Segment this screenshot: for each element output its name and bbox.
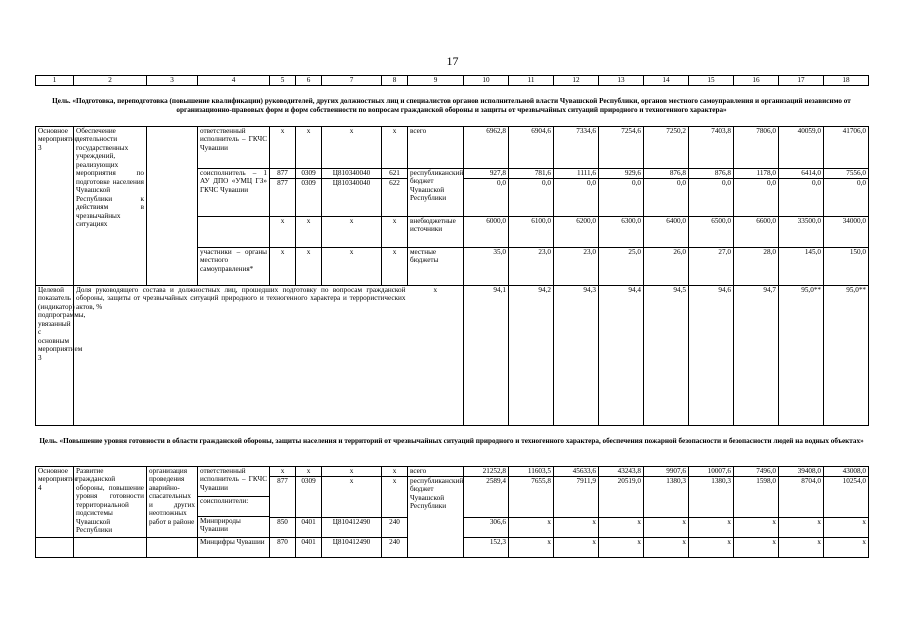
cell: 1380,3 (644, 477, 689, 518)
cell: 1178,0 (734, 169, 779, 179)
column-number-header: 16 (734, 76, 779, 86)
column-number-header: 5 (270, 76, 296, 86)
cell: 23,0 (509, 248, 554, 286)
cell: 39408,0 (779, 467, 824, 477)
cell: 0,0 (689, 179, 734, 217)
cell: 7334,6 (554, 127, 599, 169)
cell: 0401 (296, 538, 322, 558)
cell: 0,0 (464, 179, 509, 217)
cell: x (599, 518, 644, 538)
column-number-header: 11 (509, 76, 554, 86)
cell: 6100,0 (509, 217, 554, 248)
indicator-text: Доля руководящего состава и должностных лиц, прошедших подготовку по вопросам гражданской обороны, защиты от чрезвычайных ситуаций природного и техногенного характера и террористических актов, % (74, 286, 408, 426)
cell: x (296, 217, 322, 248)
funding-source: местные бюджеты (408, 248, 464, 286)
cell: 8704,0 (779, 477, 824, 518)
cell: x (599, 538, 644, 558)
cell: x (734, 518, 779, 538)
cell: x (322, 127, 382, 169)
funding-source: всего (408, 127, 464, 169)
measure-description: Обеспечение деятельности государственных учреждений, реализующих мероприятия по подготовке населения Чувашской Республики к действиям в чрезвычайных ситуациях (74, 127, 147, 286)
executor: соисполнители: (198, 497, 270, 517)
executor: ответственный исполнитель – ГКЧС Чувашии (198, 467, 270, 497)
table-row (36, 127, 869, 169)
cell: 0309 (296, 169, 322, 179)
cell: Ц810340040 (322, 179, 382, 217)
measure-title: Основное мероприятие 4 (36, 467, 74, 538)
cell: 0,0 (554, 179, 599, 217)
cell: x (296, 467, 322, 477)
cell: 9907,6 (644, 467, 689, 477)
cell: 11603,5 (509, 467, 554, 477)
cell: 6600,0 (734, 217, 779, 248)
cell: Ц810340040 (322, 169, 382, 179)
cell: x (382, 217, 408, 248)
cell: 26,0 (644, 248, 689, 286)
header-row (36, 76, 869, 86)
header-table (35, 75, 869, 86)
cell: 240 (382, 518, 408, 538)
cell: x (779, 538, 824, 558)
cell: x (824, 538, 869, 558)
cell: x (270, 467, 296, 477)
cell: 0309 (296, 477, 322, 518)
cell: 306,6 (464, 518, 509, 538)
cell: 6300,0 (599, 217, 644, 248)
cell: 7254,6 (599, 127, 644, 169)
cell: 94,2 (509, 286, 554, 426)
cell: 6500,0 (689, 217, 734, 248)
cell: 1111,6 (554, 169, 599, 179)
column-number-header: 13 (599, 76, 644, 86)
cell: 34000,0 (824, 217, 869, 248)
cell: 41706,0 (824, 127, 869, 169)
cell: Ц810412490 (322, 538, 382, 558)
cell: 94,6 (689, 286, 734, 426)
measure-description: Развитие гражданской обороны, повышение уровня готовности территориальной подсистемы Чувашской Республики (74, 467, 147, 538)
cell: 35,0 (464, 248, 509, 286)
cell: x (644, 518, 689, 538)
cell: 2589,4 (464, 477, 509, 518)
indicator-row (36, 286, 869, 426)
cell: x (554, 538, 599, 558)
column-number-header: 15 (689, 76, 734, 86)
executor: Минприроды Чувашии (198, 517, 270, 538)
cell: 7911,9 (554, 477, 599, 518)
cell: 28,0 (734, 248, 779, 286)
cell: x (734, 538, 779, 558)
measure-title: Основное мероприятие 3 (36, 127, 74, 286)
column-number-header: 4 (198, 76, 270, 86)
cell: x (322, 248, 382, 286)
cell: x (322, 467, 382, 477)
cell: 7806,0 (734, 127, 779, 169)
cell: 40059,0 (779, 127, 824, 169)
cell: 6962,8 (464, 127, 509, 169)
cell: 877 (270, 169, 296, 179)
cell: 25,0 (599, 248, 644, 286)
column-number-header: 1 (36, 76, 74, 86)
cell: 0,0 (824, 179, 869, 217)
cell: x (644, 538, 689, 558)
cell: x (779, 518, 824, 538)
cell: Ц810412490 (322, 518, 382, 538)
empty-cell (74, 538, 147, 558)
executor: соисполнитель – 1 АУ ДПО «УМЦ ГЗ» ГКЧС Чувашии (198, 169, 270, 217)
cell: 7655,8 (509, 477, 554, 518)
column-number-header: 6 (296, 76, 322, 86)
cell: x (382, 477, 408, 518)
cell: 45633,6 (554, 467, 599, 477)
cell: 0309 (296, 179, 322, 217)
cell: 7496,0 (734, 467, 779, 477)
cell: 23,0 (554, 248, 599, 286)
column-number-header: 10 (464, 76, 509, 86)
cell: 0,0 (599, 179, 644, 217)
cell: x (322, 217, 382, 248)
funding-source: республиканский бюджет Чувашской Республики (408, 477, 464, 558)
cell: x (554, 518, 599, 538)
cell: x (322, 477, 382, 518)
cell: 33500,0 (779, 217, 824, 248)
empty-cell (198, 217, 270, 248)
cell: 781,6 (509, 169, 554, 179)
executor: ответственный исполнитель – ГКЧС Чувашии (198, 127, 270, 169)
cell: 94,5 (644, 286, 689, 426)
cell: 94,4 (599, 286, 644, 426)
cell: x (382, 248, 408, 286)
cell: 27,0 (689, 248, 734, 286)
cell: 927,8 (464, 169, 509, 179)
cell: x (270, 217, 296, 248)
column-number-header: 7 (322, 76, 382, 86)
cell: 6000,0 (464, 217, 509, 248)
empty-cell (147, 127, 198, 286)
cell: x (270, 127, 296, 169)
funding-source: республиканский бюджет Чувашской Республики (408, 169, 464, 217)
column-number-header: 9 (408, 76, 464, 86)
cell: x (296, 127, 322, 169)
funding-source: всего (408, 467, 464, 477)
cell: 150,0 (824, 248, 869, 286)
funding-source: внебюджетные источники (408, 217, 464, 248)
cell: 877 (270, 179, 296, 217)
column-number-header: 2 (74, 76, 147, 86)
cell: 7556,0 (824, 169, 869, 179)
cell: 7403,8 (689, 127, 734, 169)
cell: x (509, 538, 554, 558)
empty-cell (147, 538, 198, 558)
cell: 10254,0 (824, 477, 869, 518)
cell: 6400,0 (644, 217, 689, 248)
cell: 95,0** (824, 286, 869, 426)
cell: 94,3 (554, 286, 599, 426)
cell: x (382, 467, 408, 477)
cell: 0,0 (509, 179, 554, 217)
cell: x (824, 518, 869, 538)
measure-4-table (35, 466, 869, 558)
cell: 876,8 (644, 169, 689, 179)
cell: 850 (270, 518, 296, 538)
cell: 240 (382, 538, 408, 558)
cell: 0,0 (644, 179, 689, 217)
executor: Минцифры Чувашии (198, 538, 270, 558)
cell: x (382, 127, 408, 169)
cell: 929,6 (599, 169, 644, 179)
column-number-header: 14 (644, 76, 689, 86)
cell: 6200,0 (554, 217, 599, 248)
cell: 145,0 (779, 248, 824, 286)
measure-subtitle: организация проведения аварийно-спасательных и других неотложных работ в районе (147, 467, 198, 538)
goal-2: Цель. «Повышение уровня готовности в области гражданской обороны, защиты населения и территорий от чрезвычайных ситуаций природного и техногенного характера, обеспечения пожарной безопасности и безопасности людей на водных объектах» (39, 437, 864, 445)
cell: x (296, 248, 322, 286)
table-row (36, 467, 869, 477)
cell: 0,0 (779, 179, 824, 217)
indicator-title: Целевой показатель (индикатор) подпрограммы, увязанный с основным мероприятием 3 (36, 286, 74, 426)
cell: x (270, 248, 296, 286)
cell: 870 (270, 538, 296, 558)
measure-3-table (35, 126, 869, 426)
cell: 1598,0 (734, 477, 779, 518)
cell: 43243,8 (599, 467, 644, 477)
cell: x (689, 518, 734, 538)
cell: 621 (382, 169, 408, 179)
page-number: 17 (446, 54, 459, 68)
cell: x (408, 286, 464, 426)
empty-cell (36, 538, 74, 558)
cell: 10007,6 (689, 467, 734, 477)
cell: 94,7 (734, 286, 779, 426)
cell: 20519,0 (599, 477, 644, 518)
cell: 95,0** (779, 286, 824, 426)
executor: участники – органы местного самоуправления* (198, 248, 270, 286)
cell: 21252,8 (464, 467, 509, 477)
column-number-header: 3 (147, 76, 198, 86)
cell: 152,3 (464, 538, 509, 558)
column-number-header: 12 (554, 76, 599, 86)
cell: x (689, 538, 734, 558)
cell: 94,1 (464, 286, 509, 426)
goal-1: Цель. «Подготовка, переподготовка (повышение квалификации) руководителей, других должностных лиц и специалистов органов исполнительной власти Чувашской Республики, органов местного самоуправления и организаций независимо от организационно-правовых форм и форм собственности по вопросам гражданской обороны и защиты от чрезвычайных ситуаций природного и техногенного характера» (52, 97, 851, 114)
cell: 0,0 (734, 179, 779, 217)
cell: x (509, 518, 554, 538)
cell: 6414,0 (779, 169, 824, 179)
cell: 6904,6 (509, 127, 554, 169)
cell: 622 (382, 179, 408, 217)
column-number-header: 8 (382, 76, 408, 86)
cell: 1380,3 (689, 477, 734, 518)
cell: 877 (270, 477, 296, 518)
cell: 876,8 (689, 169, 734, 179)
cell: 0401 (296, 518, 322, 538)
column-number-header: 17 (779, 76, 824, 86)
column-number-header: 18 (824, 76, 869, 86)
cell: 7250,2 (644, 127, 689, 169)
cell: 43008,0 (824, 467, 869, 477)
